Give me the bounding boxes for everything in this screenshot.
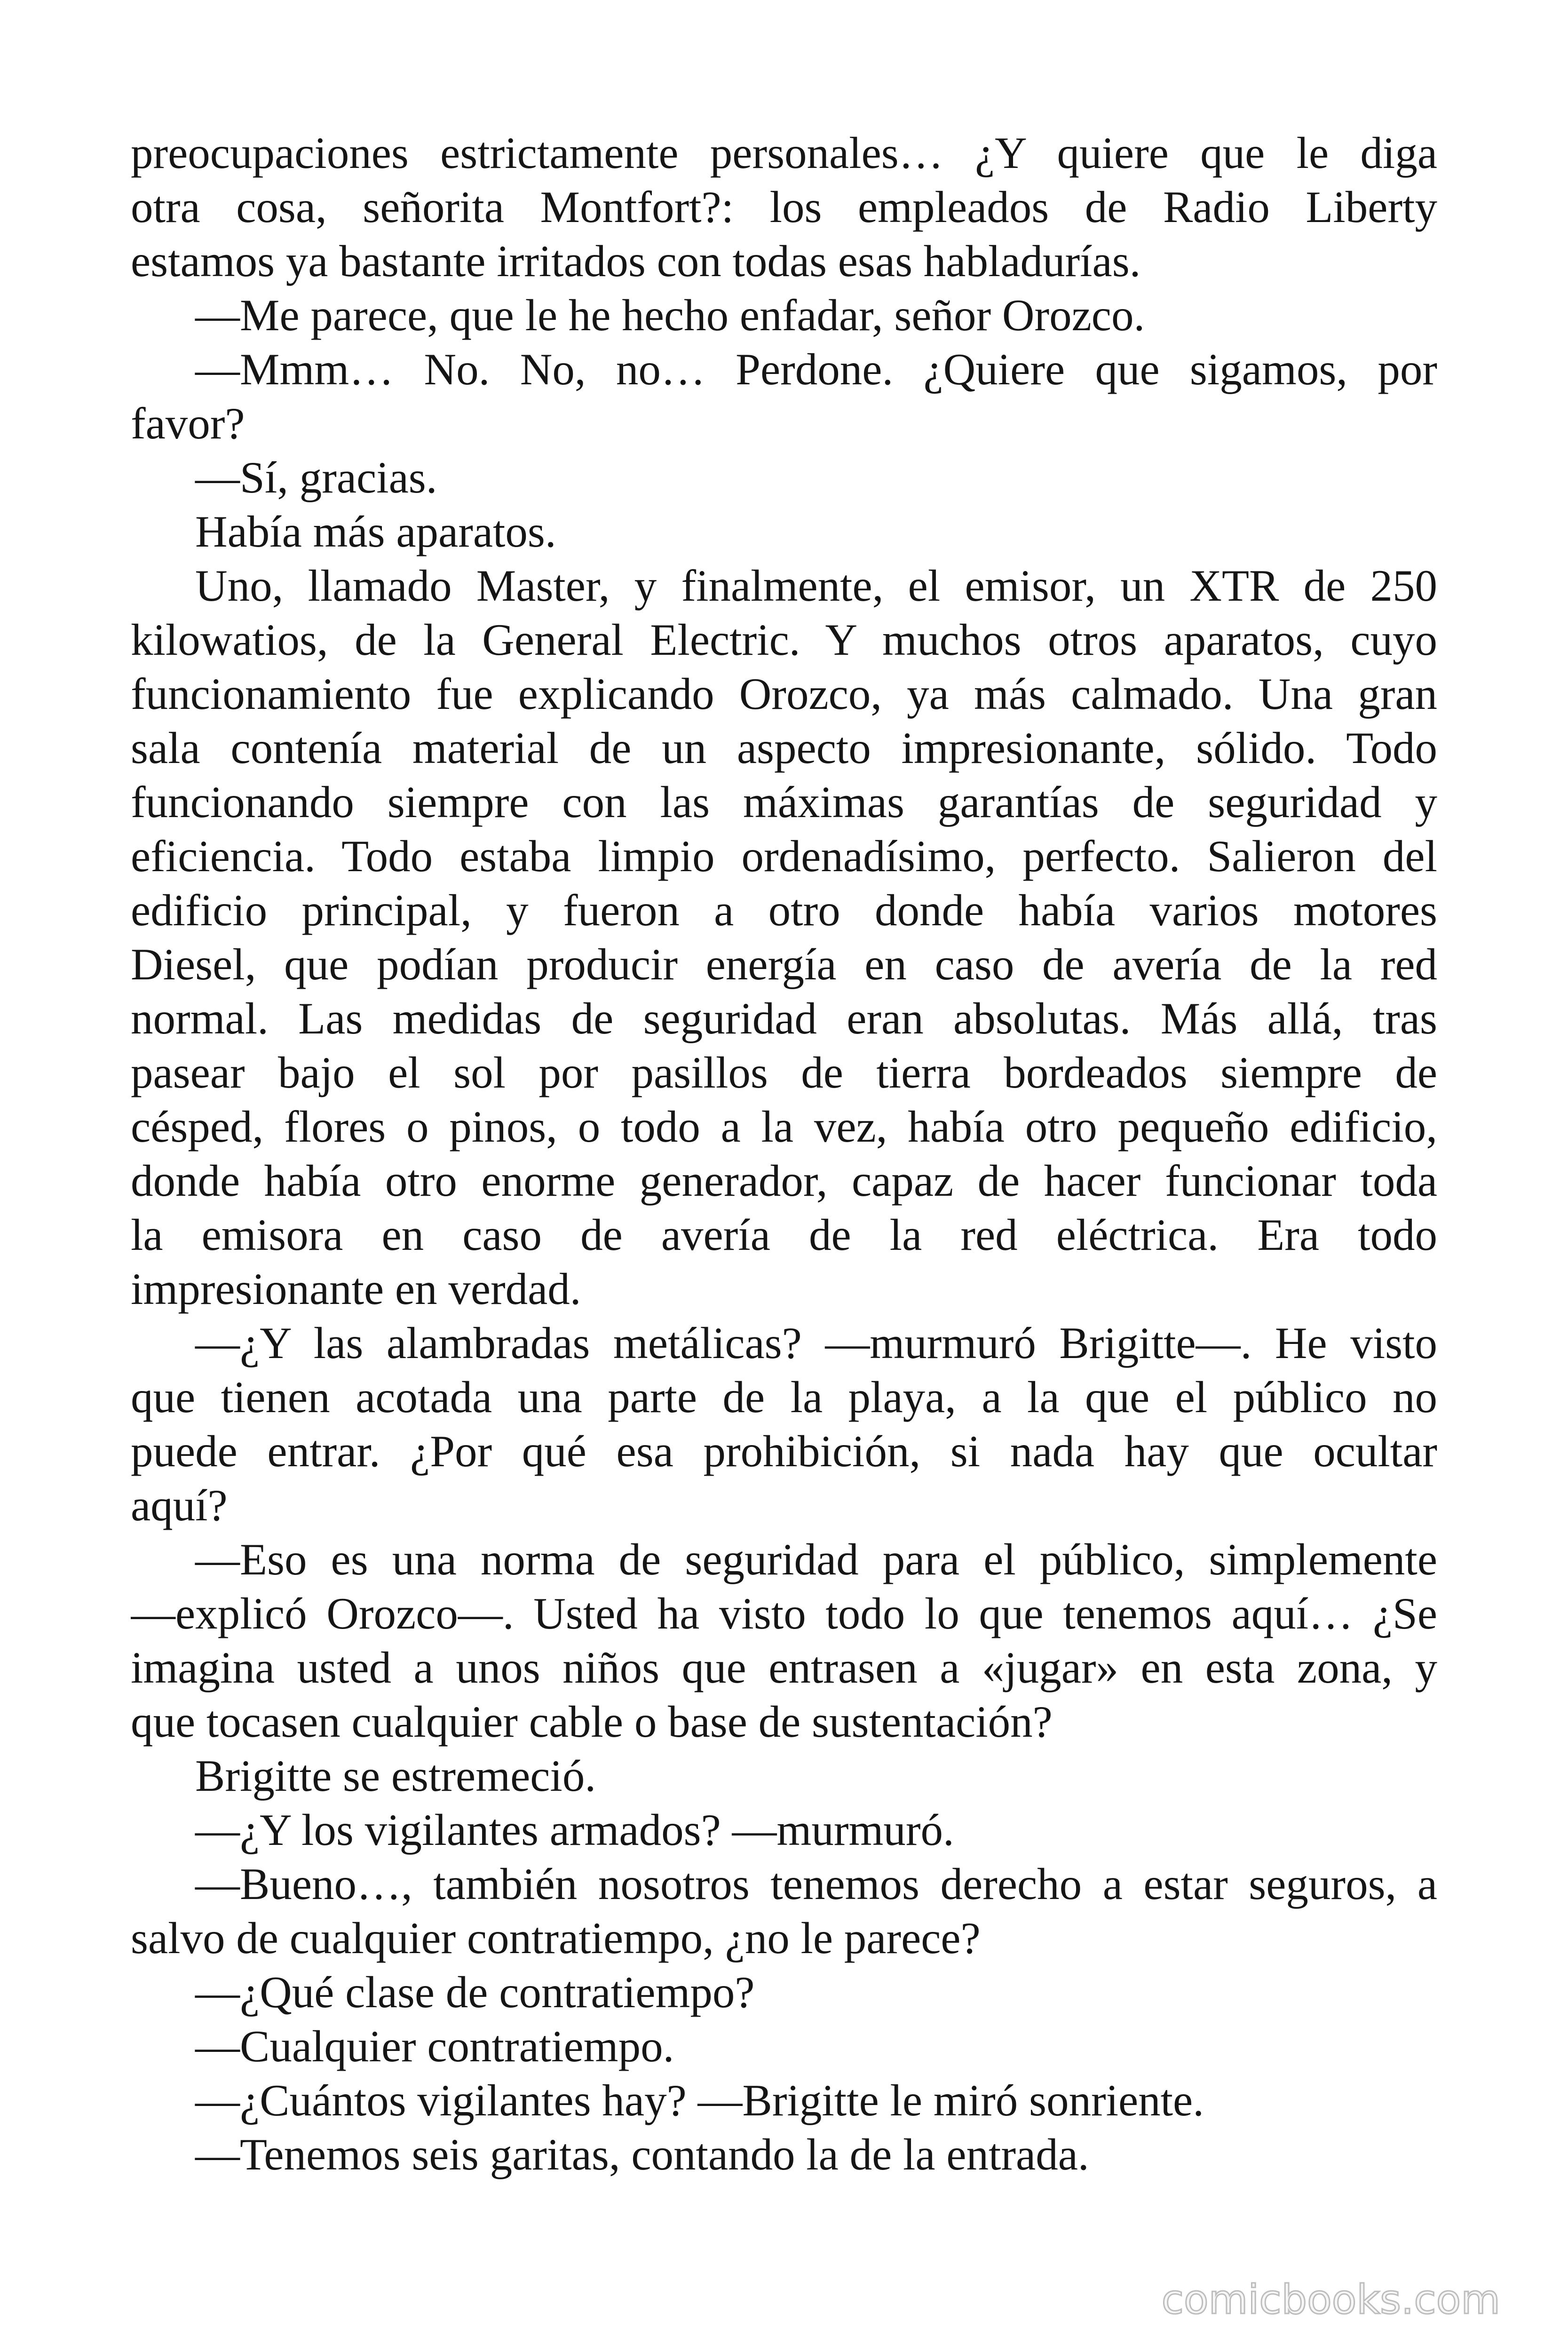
text-line: la emisora en caso de avería de la red eléctrica. Era todo <box>131 1210 1437 1260</box>
paragraph <box>131 288 1437 342</box>
text-line: impresionante en verdad. <box>131 1264 581 1314</box>
paragraph <box>131 2019 1437 2074</box>
text-line: Había más aparatos. <box>195 507 556 556</box>
text-line: —¿Y los vigilantes armados? —murmuró. <box>195 1805 954 1855</box>
text-line: —Bueno…, también nosotros tenemos derecho a estar seguros, a <box>195 1859 1437 1909</box>
text-line: que tocasen cualquier cable o base de sustentación? <box>131 1697 1053 1747</box>
paragraph <box>131 505 1437 559</box>
paragraph <box>131 1533 1437 1749</box>
text-line: donde había otro enorme generador, capaz de hacer funcionar toda <box>131 1156 1437 1206</box>
text-line: pasear bajo el sol por pasillos de tierra bordeados siempre de <box>131 1048 1437 1097</box>
text-line: otra cosa, señorita Montfort?: los empleados de Radio Liberty <box>131 182 1437 232</box>
text-line: aquí? <box>131 1480 228 1530</box>
watermark: comicbooks.com <box>1161 2276 1500 2323</box>
paragraph <box>131 1316 1437 1533</box>
paragraph <box>131 1965 1437 2019</box>
paragraph <box>131 2074 1437 2128</box>
text-line: Uno, llamado Master, y finalmente, el emisor, un XTR de 250 <box>195 561 1437 611</box>
paragraph <box>131 126 1437 288</box>
text-line: normal. Las medidas de seguridad eran absolutas. Más allá, tras <box>131 993 1437 1043</box>
text-line: puede entrar. ¿Por qué esa prohibición, si nada hay que ocultar <box>131 1426 1437 1476</box>
text-line: imagina usted a unos niños que entrasen a «jugar» en esta zona, y <box>131 1643 1437 1692</box>
text-line: césped, flores o pinos, o todo a la vez, había otro pequeño edificio, <box>131 1102 1437 1152</box>
paragraph <box>131 1749 1437 1803</box>
text-line: —Mmm… No. No, no… Perdone. ¿Quiere que sigamos, por <box>195 344 1437 394</box>
text-line: favor? <box>131 398 245 448</box>
paragraph <box>131 451 1437 505</box>
paragraph <box>131 1803 1437 1857</box>
paragraph <box>131 1857 1437 1965</box>
paragraph <box>131 342 1437 451</box>
paragraph <box>131 2128 1437 2182</box>
text-line: eficiencia. Todo estaba limpio ordenadísimo, perfecto. Salieron del <box>131 831 1437 881</box>
text-line: Diesel, que podían producir energía en caso de avería de la red <box>131 939 1437 989</box>
page-text <box>131 126 1437 2182</box>
text-line: sala contenía material de un aspecto impresionante, sólido. Todo <box>131 723 1437 773</box>
text-line: —Tenemos seis garitas, contando la de la entrada. <box>195 2130 1089 2179</box>
text-line: —¿Y las alambradas metálicas? —murmuró Brigitte—. He visto <box>195 1318 1437 1368</box>
text-line: edificio principal, y fueron a otro donde había varios motores <box>131 885 1437 935</box>
text-line: salvo de cualquier contratiempo, ¿no le parece? <box>131 1913 981 1963</box>
text-line: —¿Cuántos vigilantes hay? —Brigitte le miró sonriente. <box>195 2075 1204 2125</box>
text-line: funcionando siempre con las máximas garantías de seguridad y <box>131 777 1437 827</box>
text-line: preocupaciones estrictamente personales… ¿Y quiere que le diga <box>131 128 1437 178</box>
text-line: que tienen acotada una parte de la playa, a la que el público no <box>131 1372 1437 1422</box>
text-line: kilowatios, de la General Electric. Y muchos otros aparatos, cuyo <box>131 615 1437 665</box>
paragraph <box>131 559 1437 1316</box>
text-line: —Cualquier contratiempo. <box>195 2021 674 2071</box>
text-line: —¿Qué clase de contratiempo? <box>195 1967 755 2017</box>
text-line: —Eso es una norma de seguridad para el público, simplemente <box>195 1534 1437 1584</box>
text-line: —Me parece, que le he hecho enfadar, señor Orozco. <box>195 290 1145 340</box>
text-line: —explicó Orozco—. Usted ha visto todo lo que tenemos aquí… ¿Se <box>131 1589 1437 1638</box>
text-line: —Sí, gracias. <box>195 453 437 502</box>
text-line: estamos ya bastante irritados con todas esas habladurías. <box>131 236 1141 286</box>
text-line: Brigitte se estremeció. <box>195 1751 596 1801</box>
text-line: funcionamiento fue explicando Orozco, ya más calmado. Una gran <box>131 669 1437 719</box>
